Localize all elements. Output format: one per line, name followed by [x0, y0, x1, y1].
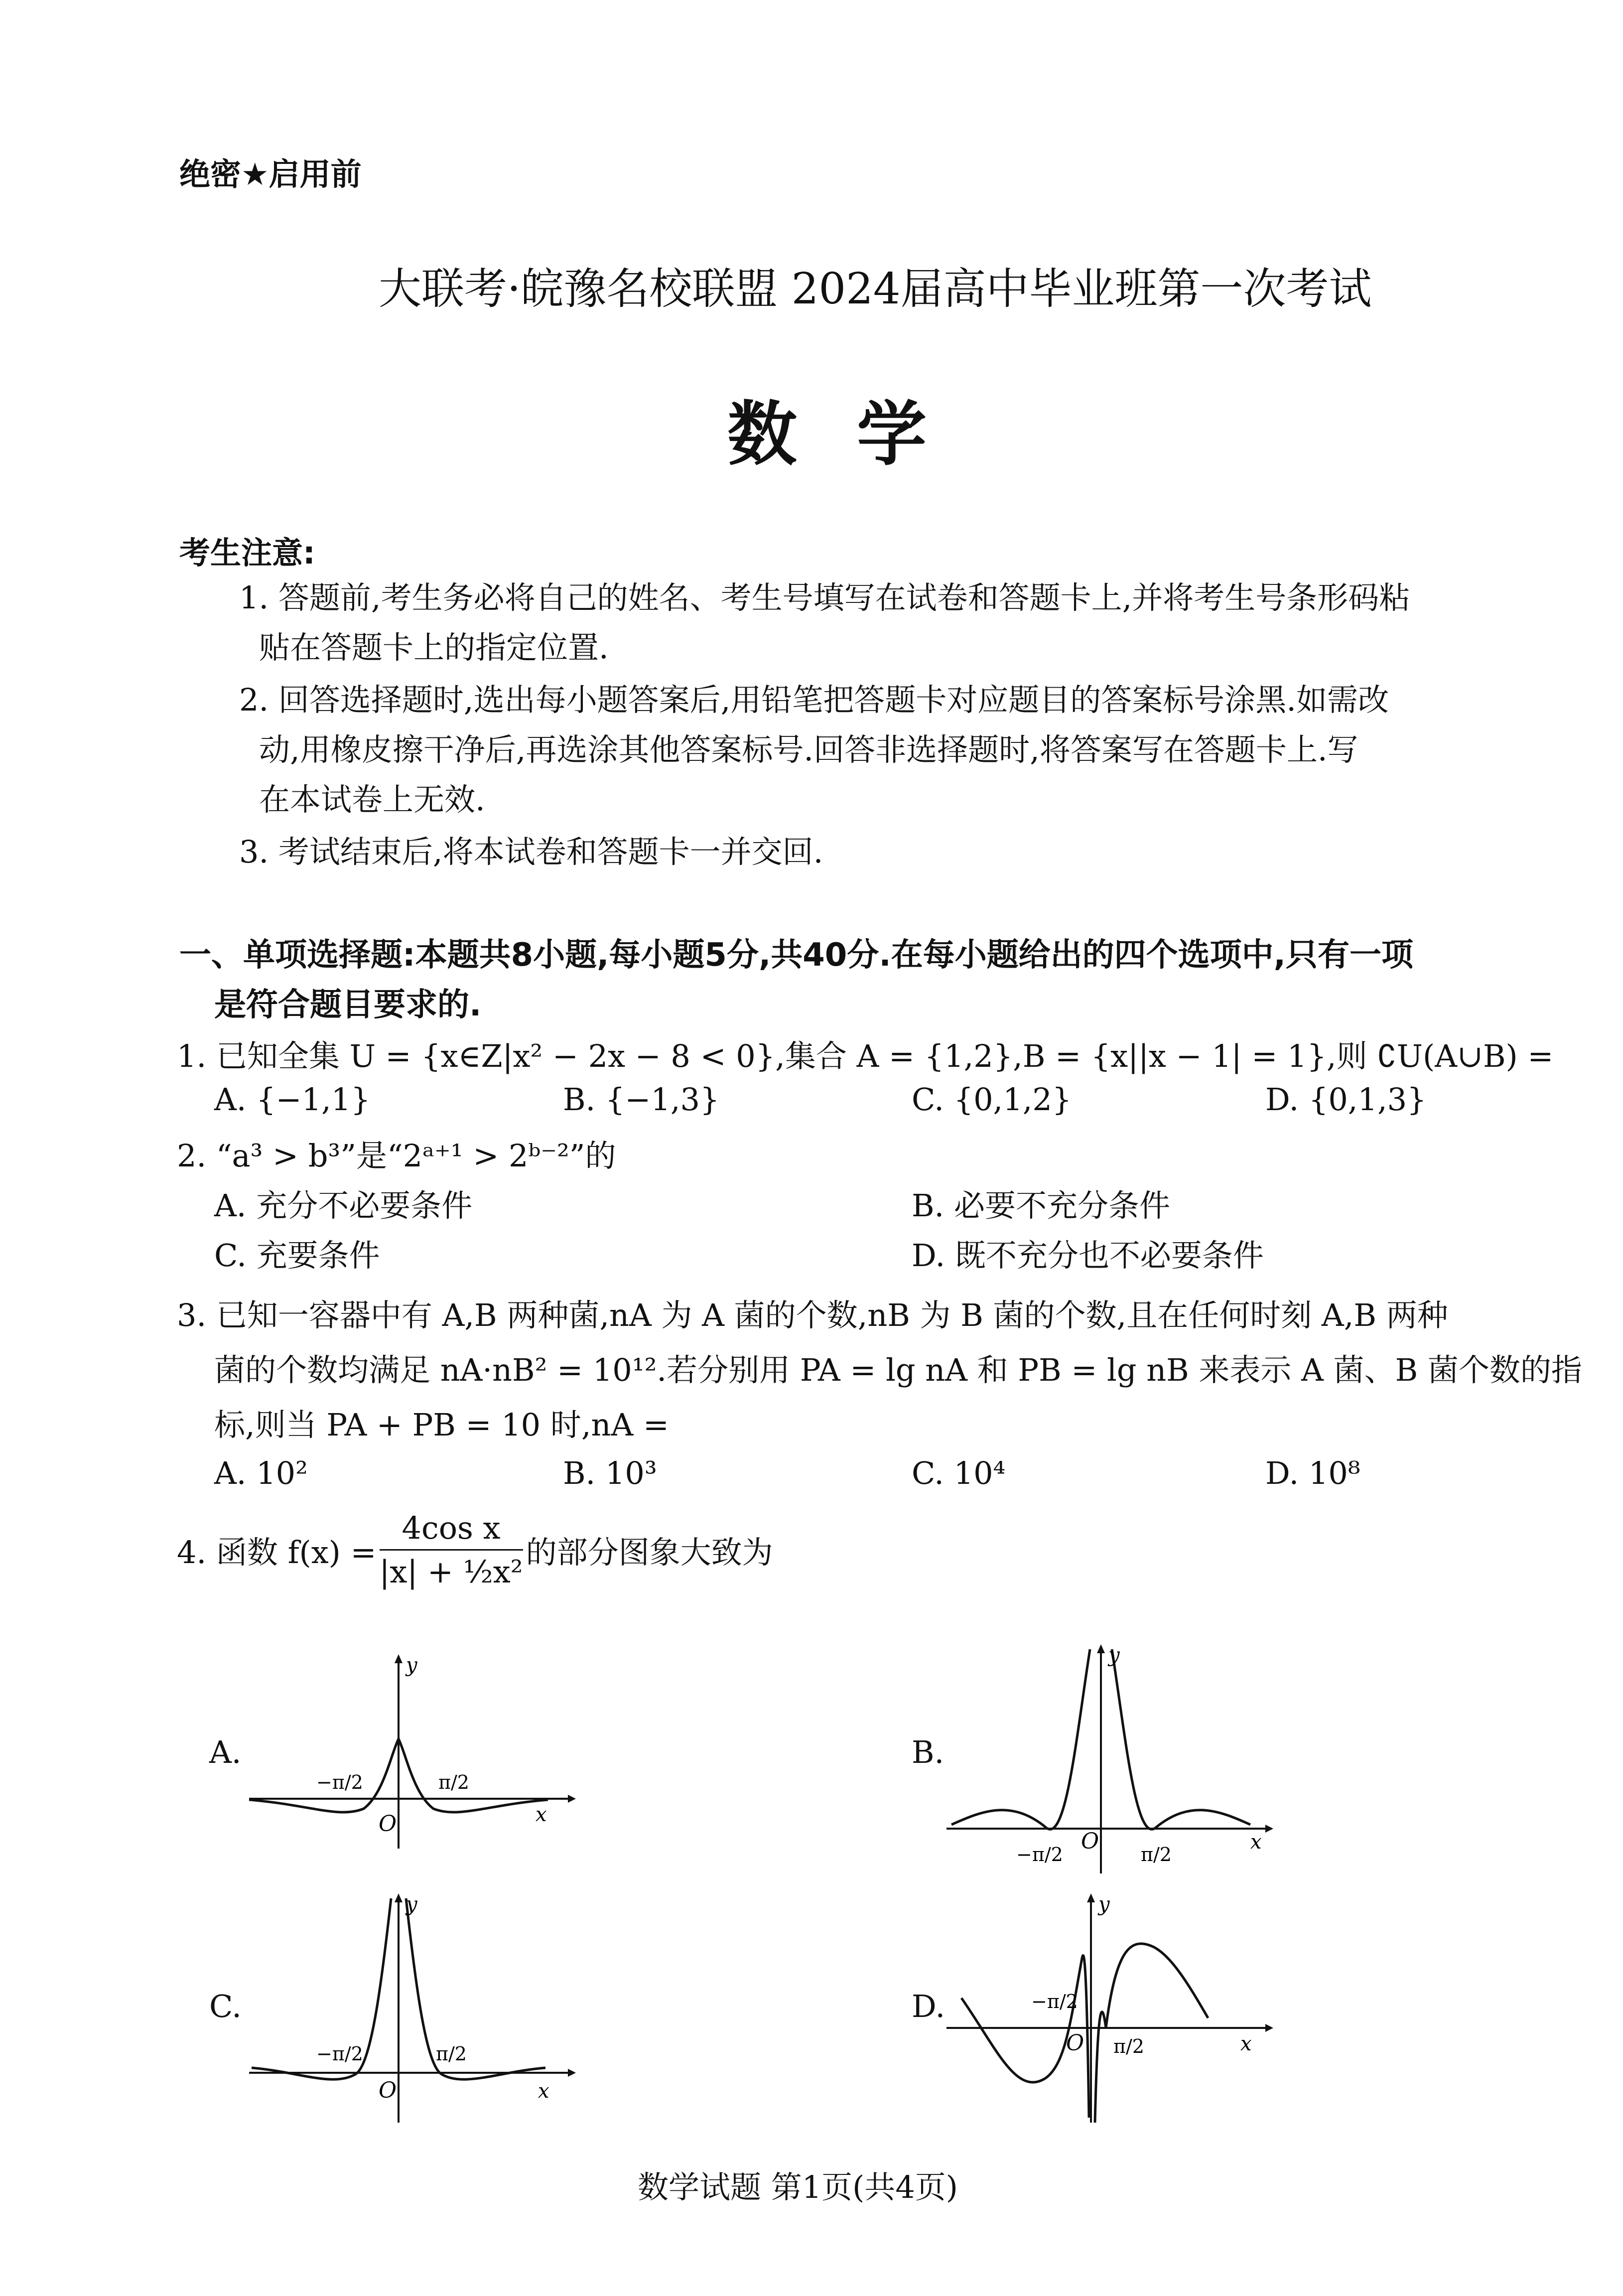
q4-prefix: 4. 函数 f(x) = [177, 1534, 377, 1571]
question-1-stem: 1. 已知全集 U = {x∈Z|x² − 2x − 8 < 0},集合 A = {1,2},B = {x||x − 1| = 1},则 ∁U(A∪B) = [177, 1038, 1554, 1074]
q4-denominator: |x| + ½x² [379, 1554, 523, 1590]
graph-b-y-label: y [1108, 1644, 1120, 1667]
graph-a-half-pi: π/2 [438, 1771, 469, 1793]
graph-d-neg-half-pi: −π/2 [1031, 1991, 1078, 2012]
q1-option-a: A. {−1,1} [214, 1081, 371, 1118]
notice-item-3: 3. 考试结束后,将本试卷和答题卡一并交回. [239, 834, 823, 870]
graph-c-origin: O [379, 2078, 397, 2103]
page-footer: 数学试题 第1页(共4页) [638, 2169, 958, 2205]
question-3-line-2: 菌的个数均满足 nA·nB² = 10¹².若分别用 PA = lg nA 和 PB = lg nB 来表示 A 菌、B 菌个数的指 [214, 1352, 1582, 1388]
graph-d [942, 1888, 1275, 2128]
q3-option-d: D. 10⁸ [1265, 1455, 1360, 1491]
graph-d-label: D. [912, 1988, 946, 2024]
graph-a-x-label: x [536, 1803, 547, 1826]
q3-option-a: A. 10² [214, 1455, 308, 1491]
graph-d-curve-right [1095, 1944, 1208, 2123]
graph-b-origin: O [1081, 1829, 1099, 1854]
graph-c-y-label: y [406, 1893, 417, 1916]
graph-a-origin: O [379, 1811, 397, 1837]
graph-b-label: B. [912, 1734, 945, 1770]
graph-c-half-pi: π/2 [436, 2043, 467, 2065]
graph-a-y-label: y [406, 1654, 417, 1677]
graph-c-label: C. [209, 1988, 242, 2024]
q4-numerator: 4cos x [380, 1510, 523, 1551]
q1-option-b: B. {−1,3} [563, 1081, 720, 1118]
subject-title: 数学 [727, 394, 987, 475]
q4-suffix: 的部分图象大致为 [526, 1534, 773, 1571]
graph-b-neg-half-pi: −π/2 [1016, 1844, 1063, 1866]
section-heading-cont: 是符合题目要求的. [214, 987, 482, 1023]
question-3-line-3: 标,则当 PA + PB = 10 时,nA = [214, 1407, 669, 1443]
graph-a-label: A. [209, 1734, 242, 1770]
graph-d-half-pi: π/2 [1113, 2035, 1144, 2057]
graph-a [239, 1644, 578, 1854]
q3-option-c: C. 10⁴ [912, 1455, 1006, 1491]
exam-title: 大联考·皖豫名校联盟 2024届高中毕业班第一次考试 [379, 264, 1372, 314]
question-4-stem [177, 1510, 773, 1590]
q1-option-c: C. {0,1,2} [912, 1081, 1072, 1118]
graph-c-x-label: x [538, 2080, 549, 2103]
q1-option-d: D. {0,1,3} [1265, 1081, 1427, 1118]
graph-a-neg-half-pi: −π/2 [316, 1771, 363, 1793]
notice-item-1-cont: 贴在答题卡上的指定位置. [259, 629, 609, 666]
notice-item-2-cont: 动,用橡皮擦干净后,再选涂其他答案标号.回答非选择题时,将答案写在答题卡上.写 [259, 731, 1358, 768]
graph-d-x-label: x [1240, 2032, 1252, 2055]
notice-title: 考生注意: [179, 535, 315, 571]
confidential-label: 绝密★启用前 [179, 156, 362, 192]
q2-option-c: C. 充要条件 [214, 1237, 380, 1274]
notice-item-1: 1. 答题前,考生务必将自己的姓名、考生号填写在试卷和答题卡上,并将考生号条形码粘 [239, 579, 1410, 616]
q4-fraction [380, 1510, 523, 1590]
notice-item-2-cont2: 在本试卷上无效. [259, 781, 485, 818]
graph-b-curve-right [1112, 1649, 1250, 1829]
q2-option-a: A. 充分不必要条件 [214, 1187, 473, 1224]
section-heading: 一、单项选择题:本题共8小题,每小题5分,共40分.在每小题给出的四个选项中,只有一项 [179, 937, 1413, 974]
graph-c [239, 1888, 578, 2128]
graph-b-half-pi: π/2 [1141, 1844, 1172, 1866]
graph-b-curve-left [951, 1649, 1090, 1829]
graph-b [942, 1639, 1275, 1878]
graph-c-curve-right [406, 1898, 545, 2079]
notice-item-2: 2. 回答选择题时,选出每小题答案后,用铅笔把答题卡对应题目的答案标号涂黑.如需改 [239, 682, 1389, 718]
q2-option-b: B. 必要不充分条件 [912, 1187, 1170, 1224]
q3-option-b: B. 10³ [563, 1455, 657, 1491]
graph-d-y-label: y [1098, 1893, 1110, 1916]
graph-b-x-label: x [1250, 1831, 1262, 1854]
q2-option-d: D. 既不充分也不必要条件 [912, 1237, 1264, 1274]
question-3-line-1: 3. 已知一容器中有 A,B 两种菌,nA 为 A 菌的个数,nB 为 B 菌的个数,且在任何时刻 A,B 两种 [177, 1297, 1448, 1333]
graph-c-neg-half-pi: −π/2 [316, 2043, 363, 2065]
question-2-stem: 2. “a³ > b³”是“2ᵃ⁺¹ > 2ᵇ⁻²”的 [177, 1138, 616, 1174]
graph-d-origin: O [1066, 2030, 1084, 2056]
